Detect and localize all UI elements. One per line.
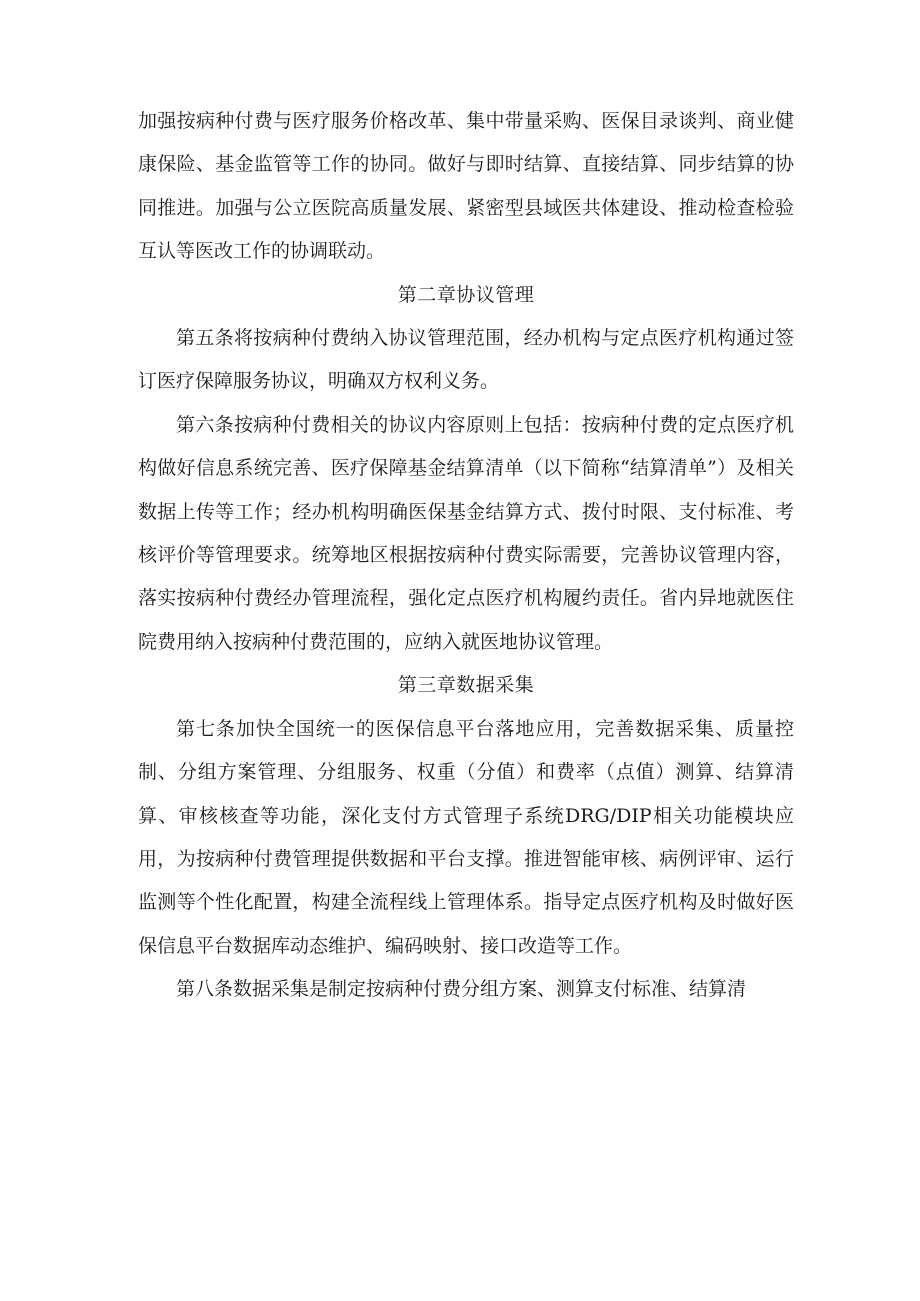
article-5-paragraph: 第五条将按病种付费纳入协议管理范围，经办机构与定点医疗机构通过签订医疗保障服务协议，明确双方权利义务。 [138,327,794,393]
article-7-paragraph: 第七条加快全国统一的医保信息平台落地应用，完善数据采集、质量控制、分组方案管理、分组服务、权重（分值）和费率（点值）测算、结算清算、审核核查等功能，深化支付方式管理子系统DRG/DIP相关功能模块应用，为按病种付费管理提供数据和平台支撑。推进智能审核、病例评审、运行监测等个性化配置，构建全流程线上管理体系。指导定点医疗机构及时做好医保信息平台数据库动态维护、编码映射、接口改造等工作。 [138,717,794,957]
document-page [138,100,794,1012]
article-6-paragraph: 第六条按病种付费相关的协议内容原则上包括：按病种付费的定点医疗机构做好信息系统完善、医疗保障基金结算清单（以下简称“结算清单”）及相关数据上传等工作；经办机构明确医保基金结算方式、拨付时限、支付标准、考核评价等管理要求。统筹地区根据按病种付费实际需要，完善协议管理内容，落实按病种付费经办管理流程，强化定点医疗机构履约责任。省内异地就医住院费用纳入按病种付费范围的，应纳入就医地协议管理。 [138,413,794,653]
article-8-paragraph: 第八条数据采集是制定按病种付费分组方案、测算支付标准、结算清 [176,978,747,1001]
paragraph-coordination: 加强按病种付费与医疗服务价格改革、集中带量采购、医保目录谈判、商业健康保险、基金监管等工作的协同。做好与即时结算、直接结算、同步结算的协同推进。加强与公立医院高质量发展、紧密型县域医共体建设、推动检查检验互认等医改工作的协调联动。 [138,110,794,263]
chapter-heading-agreement-management: 第二章协议管理 [397,283,535,306]
chapter-heading-data-collection: 第三章数据采集 [397,674,535,697]
